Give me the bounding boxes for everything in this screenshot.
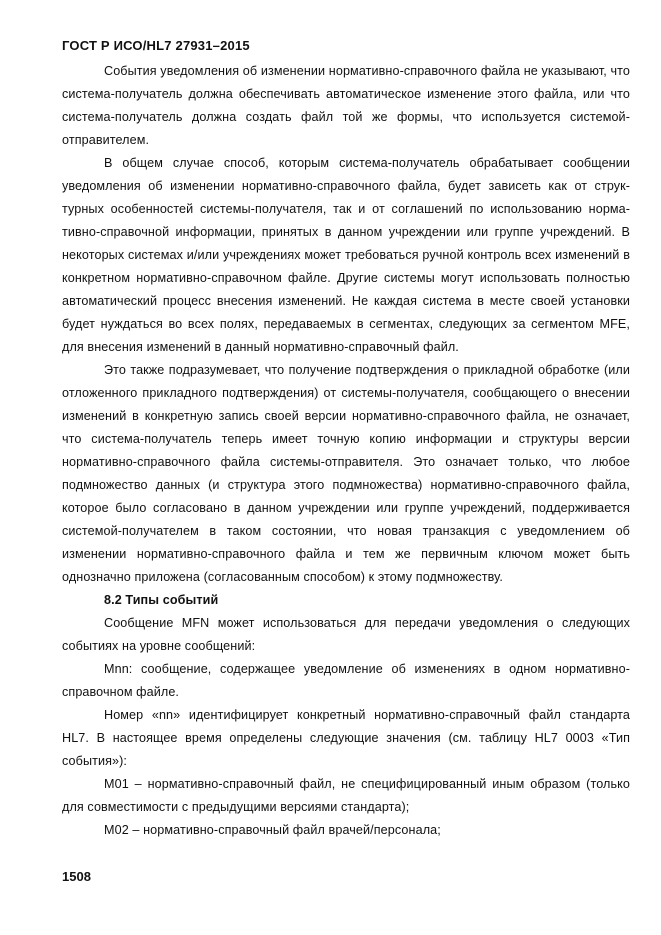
paragraph: Номер «nn» идентифицирует конкретный нормативно-справочный файл стандарта HL7. В настоящее время определены следующие значения (см. таблицу HL7 0003 «Тип события»):: [62, 708, 630, 768]
paragraph: M01 – нормативно-справочный файл, не специфицированный иным образом (только для совместимости с предыдущими версиями стандарта);: [62, 777, 630, 814]
document-body: [62, 60, 630, 842]
paragraph: В общем случае способ, которым система-получатель обрабатывает сообщении уведомления об изменении нормативно-справочного файла, будет зависеть как от структурных особенностей системы-получателя, так и от соглашений по использованию нормативно-справочной информации, принятых в данном учреждении или группе учреждений. В некоторых системах и/или учреждениях может требоваться ручной контроль всех изменений в конкретном нормативно-справочном файле. Другие системы могут использовать полностью автоматический процесс внесения изменений. Не каждая система в месте своей установки будет нуждаться во всех полях, передаваемых в сегментах, следующих за сегментом MFE, для внесения изменений в данный нормативно-справочный файл.: [62, 156, 630, 354]
paragraph: M02 – нормативно-справочный файл врачей/персонала;: [104, 823, 441, 837]
paragraph: Сообщение MFN может использоваться для передачи уведомления о следующих событиях на уровне сообщений:: [62, 616, 630, 653]
paragraph: Это также подразумевает, что получение подтверждения о прикладной обработке (или отложенного прикладного подтверждения) от системы-получателя, сообщающего о внесении изменений в конкретную запись своей версии нормативно-справочного файла, не означает, что система-получатель теперь имеет точную копию информации и структуры версии нормативно-справочного файла системы-отправителя. Это означает только, что любое подмножество данных (и структура этого подмножества) нормативно-справочного файла, которое было согласовано в данном учреждении или группе учреждений, поддерживается системой-получателем в таком состоянии, что новая транзакция с уведомлением об изменении нормативно-справочного файла и тем же первичным ключом может быть однозначно приложена (согласованным способом) к этому подмножеству.: [62, 363, 630, 584]
section-heading: 8.2 Типы событий: [104, 593, 219, 607]
paragraph: Mnn: сообщение, содержащее уведомление об изменениях в одном нормативно-справочном файле.: [62, 662, 630, 699]
paragraph: События уведомления об изменении нормативно-справочного файла не указывают, что система-получатель должна обеспечивать автоматическое изменение этого файла, или что система-получатель должна создать файл той же формы, что используется системой-отправителем.: [62, 64, 630, 147]
page-number: 1508: [62, 869, 91, 884]
document-header: ГОСТ Р ИСО/HL7 27931–2015: [62, 38, 250, 53]
